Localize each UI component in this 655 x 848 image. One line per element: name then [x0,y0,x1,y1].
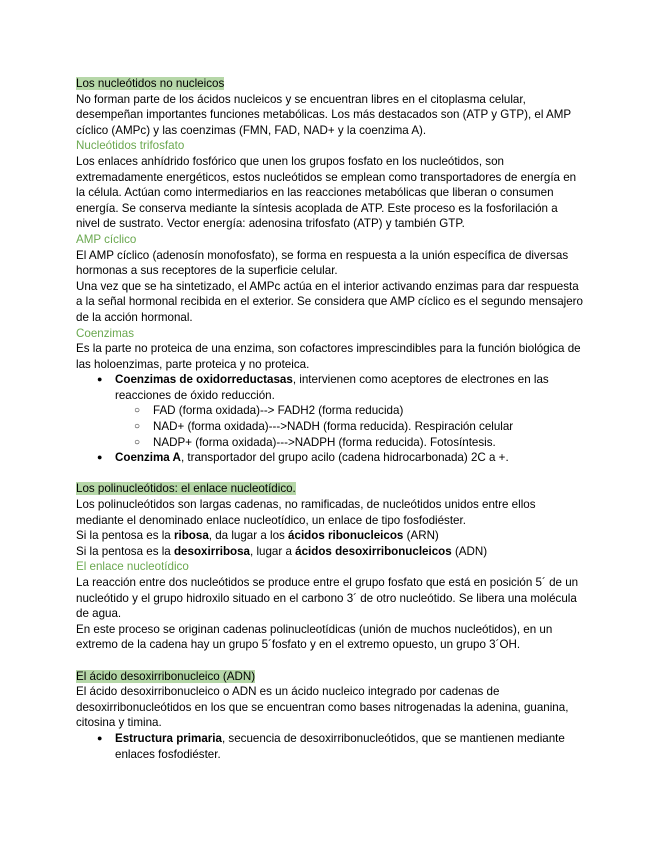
paragraph-amp-2: Una vez que se ha sintetizado, el AMPc actúa en el interior activando enzimas para dar respuesta a la señal hormonal recibida en el exterior. Se considera que AMP cíclico es el segundo mensajero de la acción hormonal. [76,279,583,324]
line-desoxirribosa: Si la pentosa es la desoxirribosa, lugar a ácidos desoxirribonucleicos (ADN) [76,544,488,558]
section-heading-adn: El ácido desoxirribonucleico (ADN) [76,669,256,683]
line-ribosa: Si la pentosa es la ribosa, da lugar a los ácidos ribonucleicos (ARN) [76,529,439,543]
adn-list [76,731,583,762]
spacer [76,653,583,669]
subheading-coenzimas: Coenzimas [76,326,134,340]
paragraph-enlace-1: La reacción entre dos nucleótidos se produce entre el grupo fosfato que está en posición 5´ de un nucleótido y el grupo hidroxilo situado en el carbono 3´ de otro nucleótido. Se libera una molécula de agua. [76,576,579,621]
paragraph-polinucleotidos: Los polinucleótidos son largas cadenas, no ramificadas, de nucleótidos unidos entre ellos mediante el denominado enlace nucleotídico, un enlace de tipo fosfodiéster. [76,498,536,527]
section-heading-nucleotidos-no-nucleicos: Los nucleótidos no nucleicos [76,77,225,90]
paragraph-coenzimas: Es la parte no proteica de una enzima, son cofactores imprescindibles para la función biológica de las holoenzimas, parte proteica y no proteica. [76,342,581,371]
subheading-enlace-nucleotidico: El enlace nucleotídico [76,560,189,574]
subheading-nucleotidos-trifosfato: Nucleótidos trifosfato [76,139,185,153]
paragraph-amp-1: El AMP cíclico (adenosín monofosfato), se forma en respuesta a la unión específica de diversas hormonas a sus receptores de la superficie celular. [76,248,569,278]
list-item-coenzima-a: ● Coenzima A, transportador del grupo acilo (cadena hidrocarbonada) 2C a +. [76,450,583,466]
subheading-amp-ciclico: AMP cíclico [76,232,137,246]
sublist-item: ○ NADP+ (forma oxidada)--->NADPH (forma reducida). Fotosíntesis. [115,435,583,451]
sublist-item: ○ NAD+ (forma oxidada)--->NADH (forma reducida). Respiración celular [115,419,583,435]
oxidorreductasas-sublist [115,403,583,450]
section-heading-polinucleotidos: Los polinucleótidos: el enlace nucleotídico. [76,482,296,496]
paragraph-trifosfato: Los enlaces anhídrido fosfórico que unen los grupos fosfato en los nucleótidos, son extremadamente energéticos, estos nucleótidos se emplean como transportadores de energía en la célula. Actúan como intermediarios en las reacciones metabólicas que liberan o consumen energía. Se conserva mediante la síntesis acoplada de ATP. Este proceso es la fosforilación a nivel de sustrato. Vector energía: adenosina trifosfato (ATP) y también GTP. [76,154,577,231]
list-item-estructura-primaria: ● Estructura primaria, secuencia de desoxirribonucleótidos, que se mantienen mediante enlaces fosfodiéster. [76,731,583,762]
paragraph-adn: El ácido desoxirribonucleico o ADN es un ácido nucleico integrado por cadenas de desoxirribonucleótidos en los que se encuentran como bases nitrogenadas la adenina, guanina, citosina y timina. [76,685,569,730]
spacer [76,466,583,482]
coenzimas-list [76,372,583,466]
paragraph-intro-no-nucleicos: No forman parte de los ácidos nucleicos y se encuentran libres en el citoplasma celular, desempeñan importantes funciones metabólicas. Los más destacados son (ATP y GTP), el AMP cíclico (AMPc) y las coenzimas (FMN, FAD, NAD+ y la coenzima A). [76,92,571,137]
sublist-item: ○ FAD (forma oxidada)--> FADH2 (forma reducida) [115,403,583,419]
paragraph-enlace-2: En este proceso se originan cadenas polinucleotídicas (unión de muchos nucleótidos), en un extremo de la cadena hay un grupo 5´fosfato y en el extremo opuesto, un grupo 3´OH. [76,622,553,652]
list-item-oxidorreductasas: ● Coenzimas de oxidorreductasas, intervienen como aceptores de electrones en las reacciones de óxido reducción. ○ FAD (forma oxidada)--> FADH2 (forma reducida) ○ NAD+ (forma oxidada)--->NADH (forma reducida). Respiración celular ○ NADP+ (forma oxidada)--->NADPH (forma reducida). Fotosíntesis. [76,372,583,450]
